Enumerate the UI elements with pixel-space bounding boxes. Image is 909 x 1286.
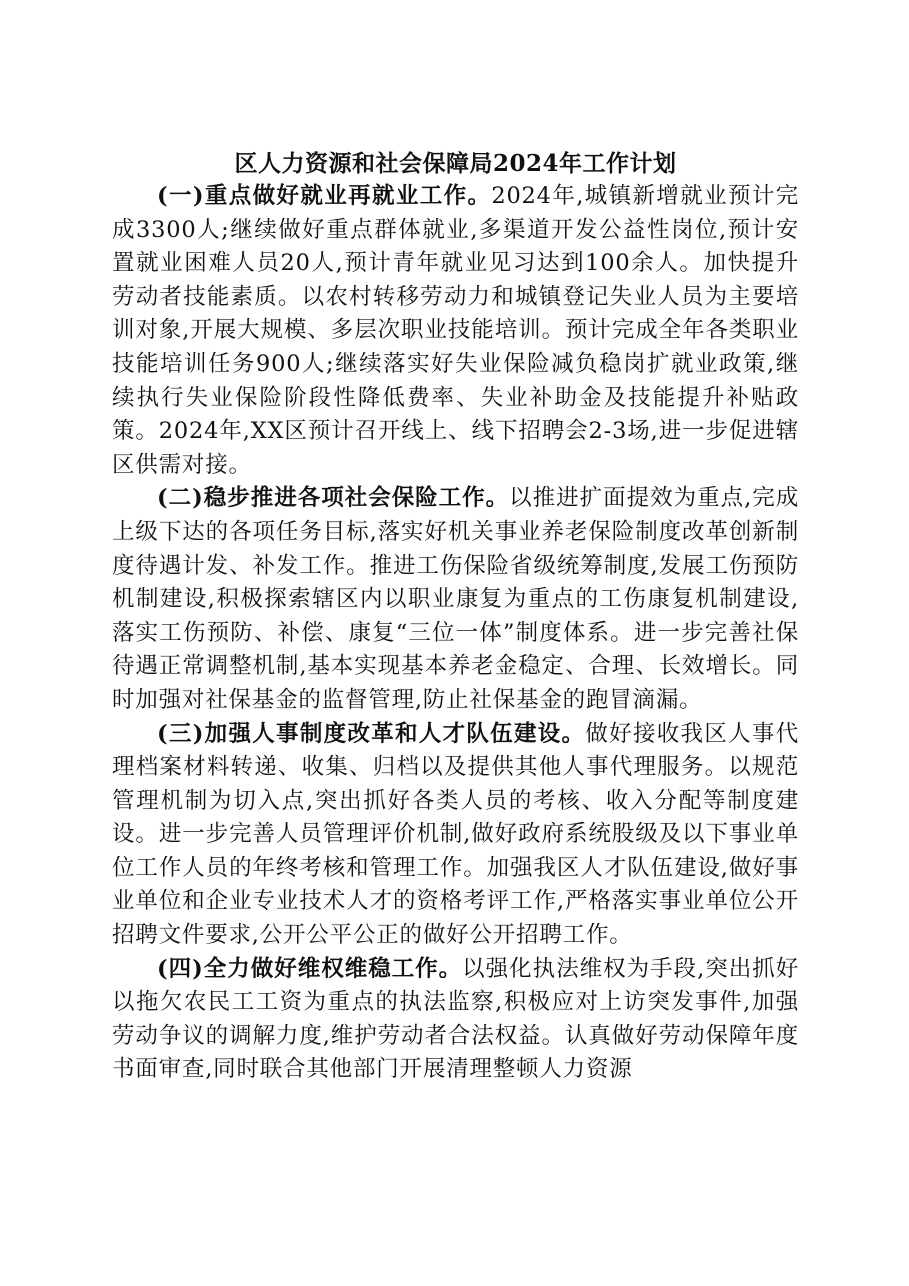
section-heading: (四)全力做好维权维稳工作。 (157, 955, 463, 982)
section-heading: (二)稳步推进各项社会保险工作。 (157, 485, 510, 512)
section-heading: (三)加强人事制度改革和人才队伍建设。 (157, 720, 586, 747)
section-body: 以推进扩面提效为重点,完成上级下达的各项任务目标,落实好机关事业养老保险制度改革创新制度待遇计发、补发工作。推进工伤保险省级统筹制度,发展工伤预防机制建设,积极探索辖区内以职业康复为重点的工伤康复机制建设,落实工伤预防、补偿、康复“三位一体”制度体系。进一步完善社保待遇正常调整机制,基本实现基本养老金稳定、合理、长效增长。同时加强对社保基金的监督管理,防止社保基金的跑冒滴漏。 (112, 485, 799, 713)
section-social-insurance (112, 482, 799, 717)
document-title: 区人力资源和社会保障局2024年工作计划 (234, 150, 677, 177)
section-body: 2024年,城镇新增就业预计完成3300人;继续做好重点群体就业,多渠道开发公益性岗位,预计安置就业困难人员20人,预计青年就业见习达到100余人。加快提升劳动者技能素质。以农村转移劳动力和城镇登记失业人员为主要培训对象,开展大规模、多层次职业技能培训。预计完成全年各类职业技能培训任务900人;继续落实好失业保险减负稳岗扩就业政策,继续执行失业保险阶段性降低费率、失业补助金及技能提升补贴政策。2024年,XX区预计召开线上、线下招聘会2-3场,进一步促进辖区供需对接。 (112, 183, 799, 478)
section-rights-protection (112, 953, 799, 1087)
section-body: 做好接收我区人事代理档案材料转递、收集、归档以及提供其他人事代理服务。以规范管理机制为切入点,突出抓好各类人员的考核、收入分配等制度建设。进一步完善人员管理评价机制,做好政府系统股级及以下事业单位工作人员的年终考核和管理工作。加强我区人才队伍建设,做好事业单位和企业专业技术人才的资格考评工作,严格落实事业单位公开招聘文件要求,公开公平公正的做好公开招聘工作。 (112, 720, 799, 949)
section-personnel-reform (112, 718, 799, 953)
section-heading: (一)重点做好就业再就业工作。 (157, 183, 492, 209)
section-employment (112, 180, 799, 482)
section-body: 以强化执法维权为手段,突出抓好以拖欠农民工工资为重点的执法监察,积极应对上访突发事件,加强劳动争议的调解力度,维护劳动者合法权益。认真做好劳动保障年度书面审查,同时联合其他部门开展清理整顿人力资源 (112, 955, 799, 1083)
